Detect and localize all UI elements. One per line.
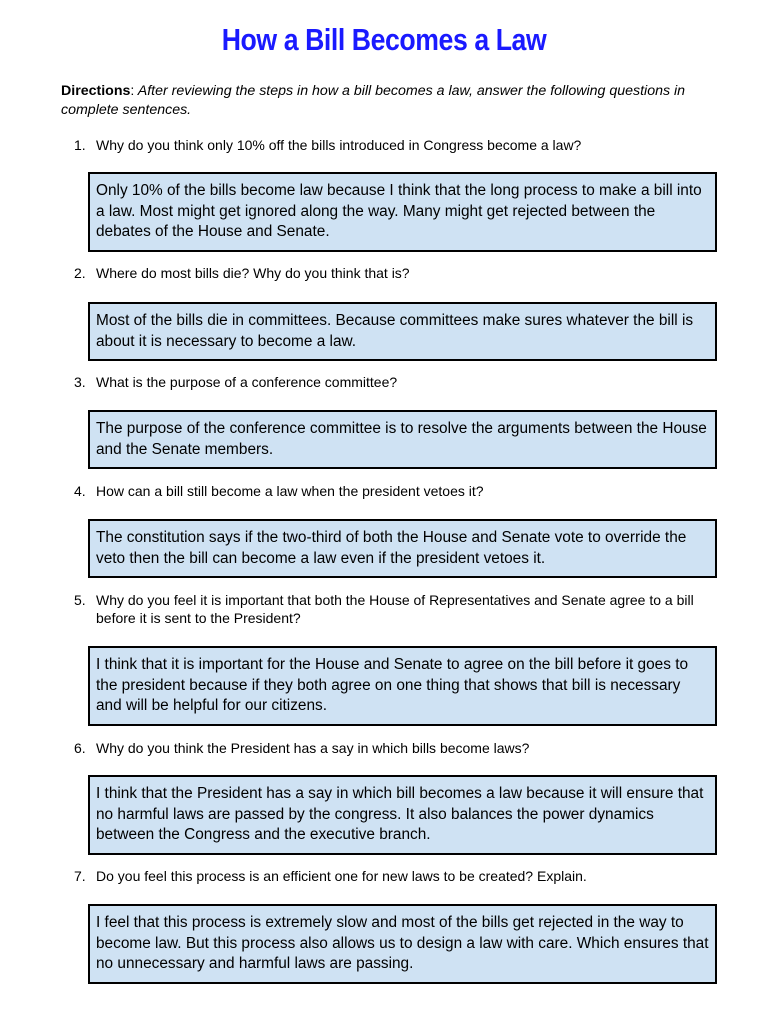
question-text: How can a bill still become a law when the president vetoes it? xyxy=(96,483,484,499)
question-6 xyxy=(74,739,724,757)
answer-box-1[interactable]: Only 10% of the bills become law because I think that the long process to make a bill into a law. Most might get ignored along the way. Many might get rejected between the debates of the House and Senate. xyxy=(88,172,717,252)
question-5 xyxy=(74,591,724,627)
question-3 xyxy=(74,373,724,391)
question-text: Why do you think the President has a say in which bills become laws? xyxy=(96,740,530,756)
answer-box-5[interactable]: I think that it is important for the House and Senate to agree on the bill before it goes to the president because if they both agree on one thing that shows that bill is necessary and will be helpful for our citizens. xyxy=(88,646,717,726)
question-7 xyxy=(74,867,724,885)
question-number: 2. xyxy=(74,265,86,281)
question-number: 5. xyxy=(74,592,86,608)
answer-box-4[interactable]: The constitution says if the two-third of both the House and Senate vote to override the veto then the bill can become a law even if the president vetoes it. xyxy=(88,519,717,578)
question-text: What is the purpose of a conference committee? xyxy=(96,374,398,390)
question-number: 3. xyxy=(74,374,86,390)
question-number: 6. xyxy=(74,740,86,756)
directions-separator: : xyxy=(130,83,135,99)
question-text: Do you feel this process is an efficient one for new laws to be created? Explain. xyxy=(96,868,587,884)
question-1 xyxy=(74,136,724,154)
directions-label: Directions xyxy=(61,83,131,99)
answer-box-6[interactable]: I think that the President has a say in which bill becomes a law because it will ensure that no harmful laws are passed by the congress. It also balances the power dynamics between the Congress and the executive branch. xyxy=(88,775,717,855)
question-4 xyxy=(74,482,724,500)
question-number: 1. xyxy=(74,137,86,153)
directions-text: After reviewing the steps in how a bill becomes a law, answer the following questions in complete sentences. xyxy=(61,83,686,118)
question-text: Why do you think only 10% off the bills introduced in Congress become a law? xyxy=(96,137,582,153)
directions xyxy=(61,82,721,120)
question-number: 7. xyxy=(74,868,86,884)
question-text: Why do you feel it is important that both the House of Representatives and Senate agree to a bill before it is sent to the President? xyxy=(96,592,694,626)
question-number: 4. xyxy=(74,483,86,499)
page-title: How a Bill Becomes a Law xyxy=(221,22,547,57)
question-2 xyxy=(74,264,724,282)
question-text: Where do most bills die? Why do you think that is? xyxy=(96,265,410,281)
answer-box-2[interactable]: Most of the bills die in committees. Because committees make sures whatever the bill is about it is necessary to become a law. xyxy=(88,302,717,361)
answer-box-7[interactable]: I feel that this process is extremely slow and most of the bills get rejected in the way to become law. But this process also allows us to design a law with care. Which ensures that no unnecessary and harmful laws are passing. xyxy=(88,904,717,984)
answer-box-3[interactable]: The purpose of the conference committee is to resolve the arguments between the House and the Senate members. xyxy=(88,410,717,469)
